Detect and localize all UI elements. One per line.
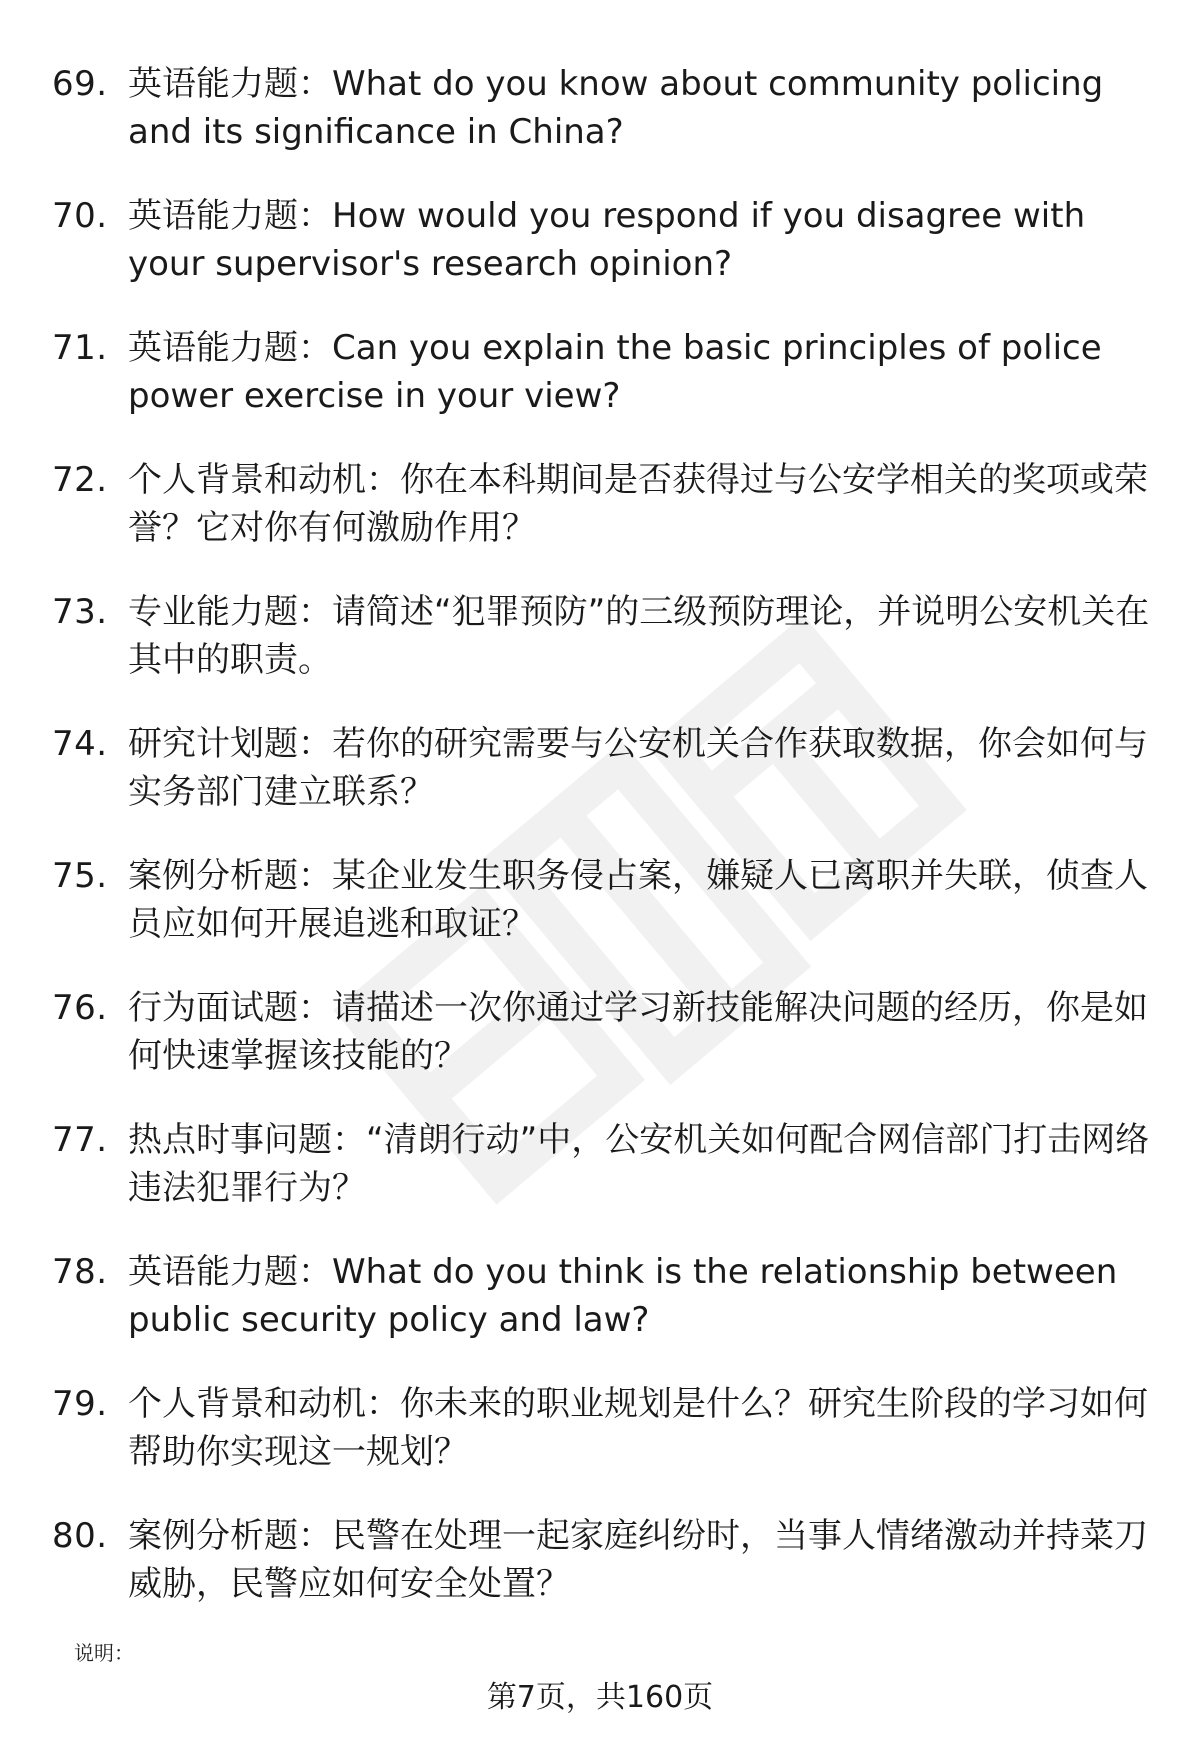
question-item (52, 1116, 1152, 1248)
question-text: 研究计划题：若你的研究需要与公安机关合作获取数据，你会如何与实务部门建立联系？ (128, 724, 1148, 812)
question-number: 70. (52, 196, 108, 236)
question-number: 72. (52, 460, 108, 500)
question-text: 英语能力题：How would you respond if you disagree with your supervisor's research opinion? (128, 196, 1086, 284)
question-item (52, 1380, 1152, 1512)
question-item (52, 1512, 1152, 1644)
question-item (52, 324, 1152, 456)
question-text: 个人背景和动机：你在本科期间是否获得过与公安学相关的奖项或荣誉？它对你有何激励作用？ (128, 460, 1148, 548)
question-text: 英语能力题：What do you know about community policing and its significance in China? (128, 64, 1104, 152)
question-text: 英语能力题：Can you explain the basic principles of police power exercise in your view? (128, 328, 1102, 416)
question-text: 案例分析题：某企业发生职务侵占案，嫌疑人已离职并失联，侦查人员应如何开展追逃和取证？ (128, 856, 1148, 944)
question-number: 80. (52, 1516, 108, 1556)
question-text: 行为面试题：请描述一次你通过学习新技能解决问题的经历，你是如何快速掌握该技能的？ (128, 988, 1148, 1076)
question-item (52, 852, 1152, 984)
question-number: 69. (52, 64, 108, 104)
question-item (52, 60, 1152, 192)
question-number: 71. (52, 328, 108, 368)
note-label: 说明： (74, 1641, 134, 1665)
page-footer: 第7页，共160页 (486, 1680, 714, 1715)
question-number: 78. (52, 1252, 108, 1292)
question-text: 个人背景和动机：你未来的职业规划是什么？研究生阶段的学习如何帮助你实现这一规划？ (128, 1384, 1148, 1472)
question-number: 77. (52, 1120, 108, 1160)
question-number: 76. (52, 988, 108, 1028)
question-list (52, 60, 1152, 1644)
question-item (52, 1248, 1152, 1380)
question-item (52, 720, 1152, 852)
question-number: 79. (52, 1384, 108, 1424)
question-text: 热点时事问题：“清朗行动”中，公安机关如何配合网信部门打击网络违法犯罪行为？ (128, 1120, 1150, 1208)
question-item (52, 984, 1152, 1116)
question-text: 案例分析题：民警在处理一起家庭纠纷时，当事人情绪激动并持菜刀威胁，民警应如何安全处置？ (128, 1516, 1148, 1604)
question-item (52, 588, 1152, 720)
question-item (52, 456, 1152, 588)
question-number: 75. (52, 856, 108, 896)
question-text: 英语能力题：What do you think is the relationship between public security policy and law? (128, 1252, 1118, 1340)
question-number: 73. (52, 592, 108, 632)
question-number: 74. (52, 724, 108, 764)
question-item (52, 192, 1152, 324)
question-text: 专业能力题：请简述“犯罪预防”的三级预防理论，并说明公安机关在其中的职责。 (128, 592, 1150, 680)
